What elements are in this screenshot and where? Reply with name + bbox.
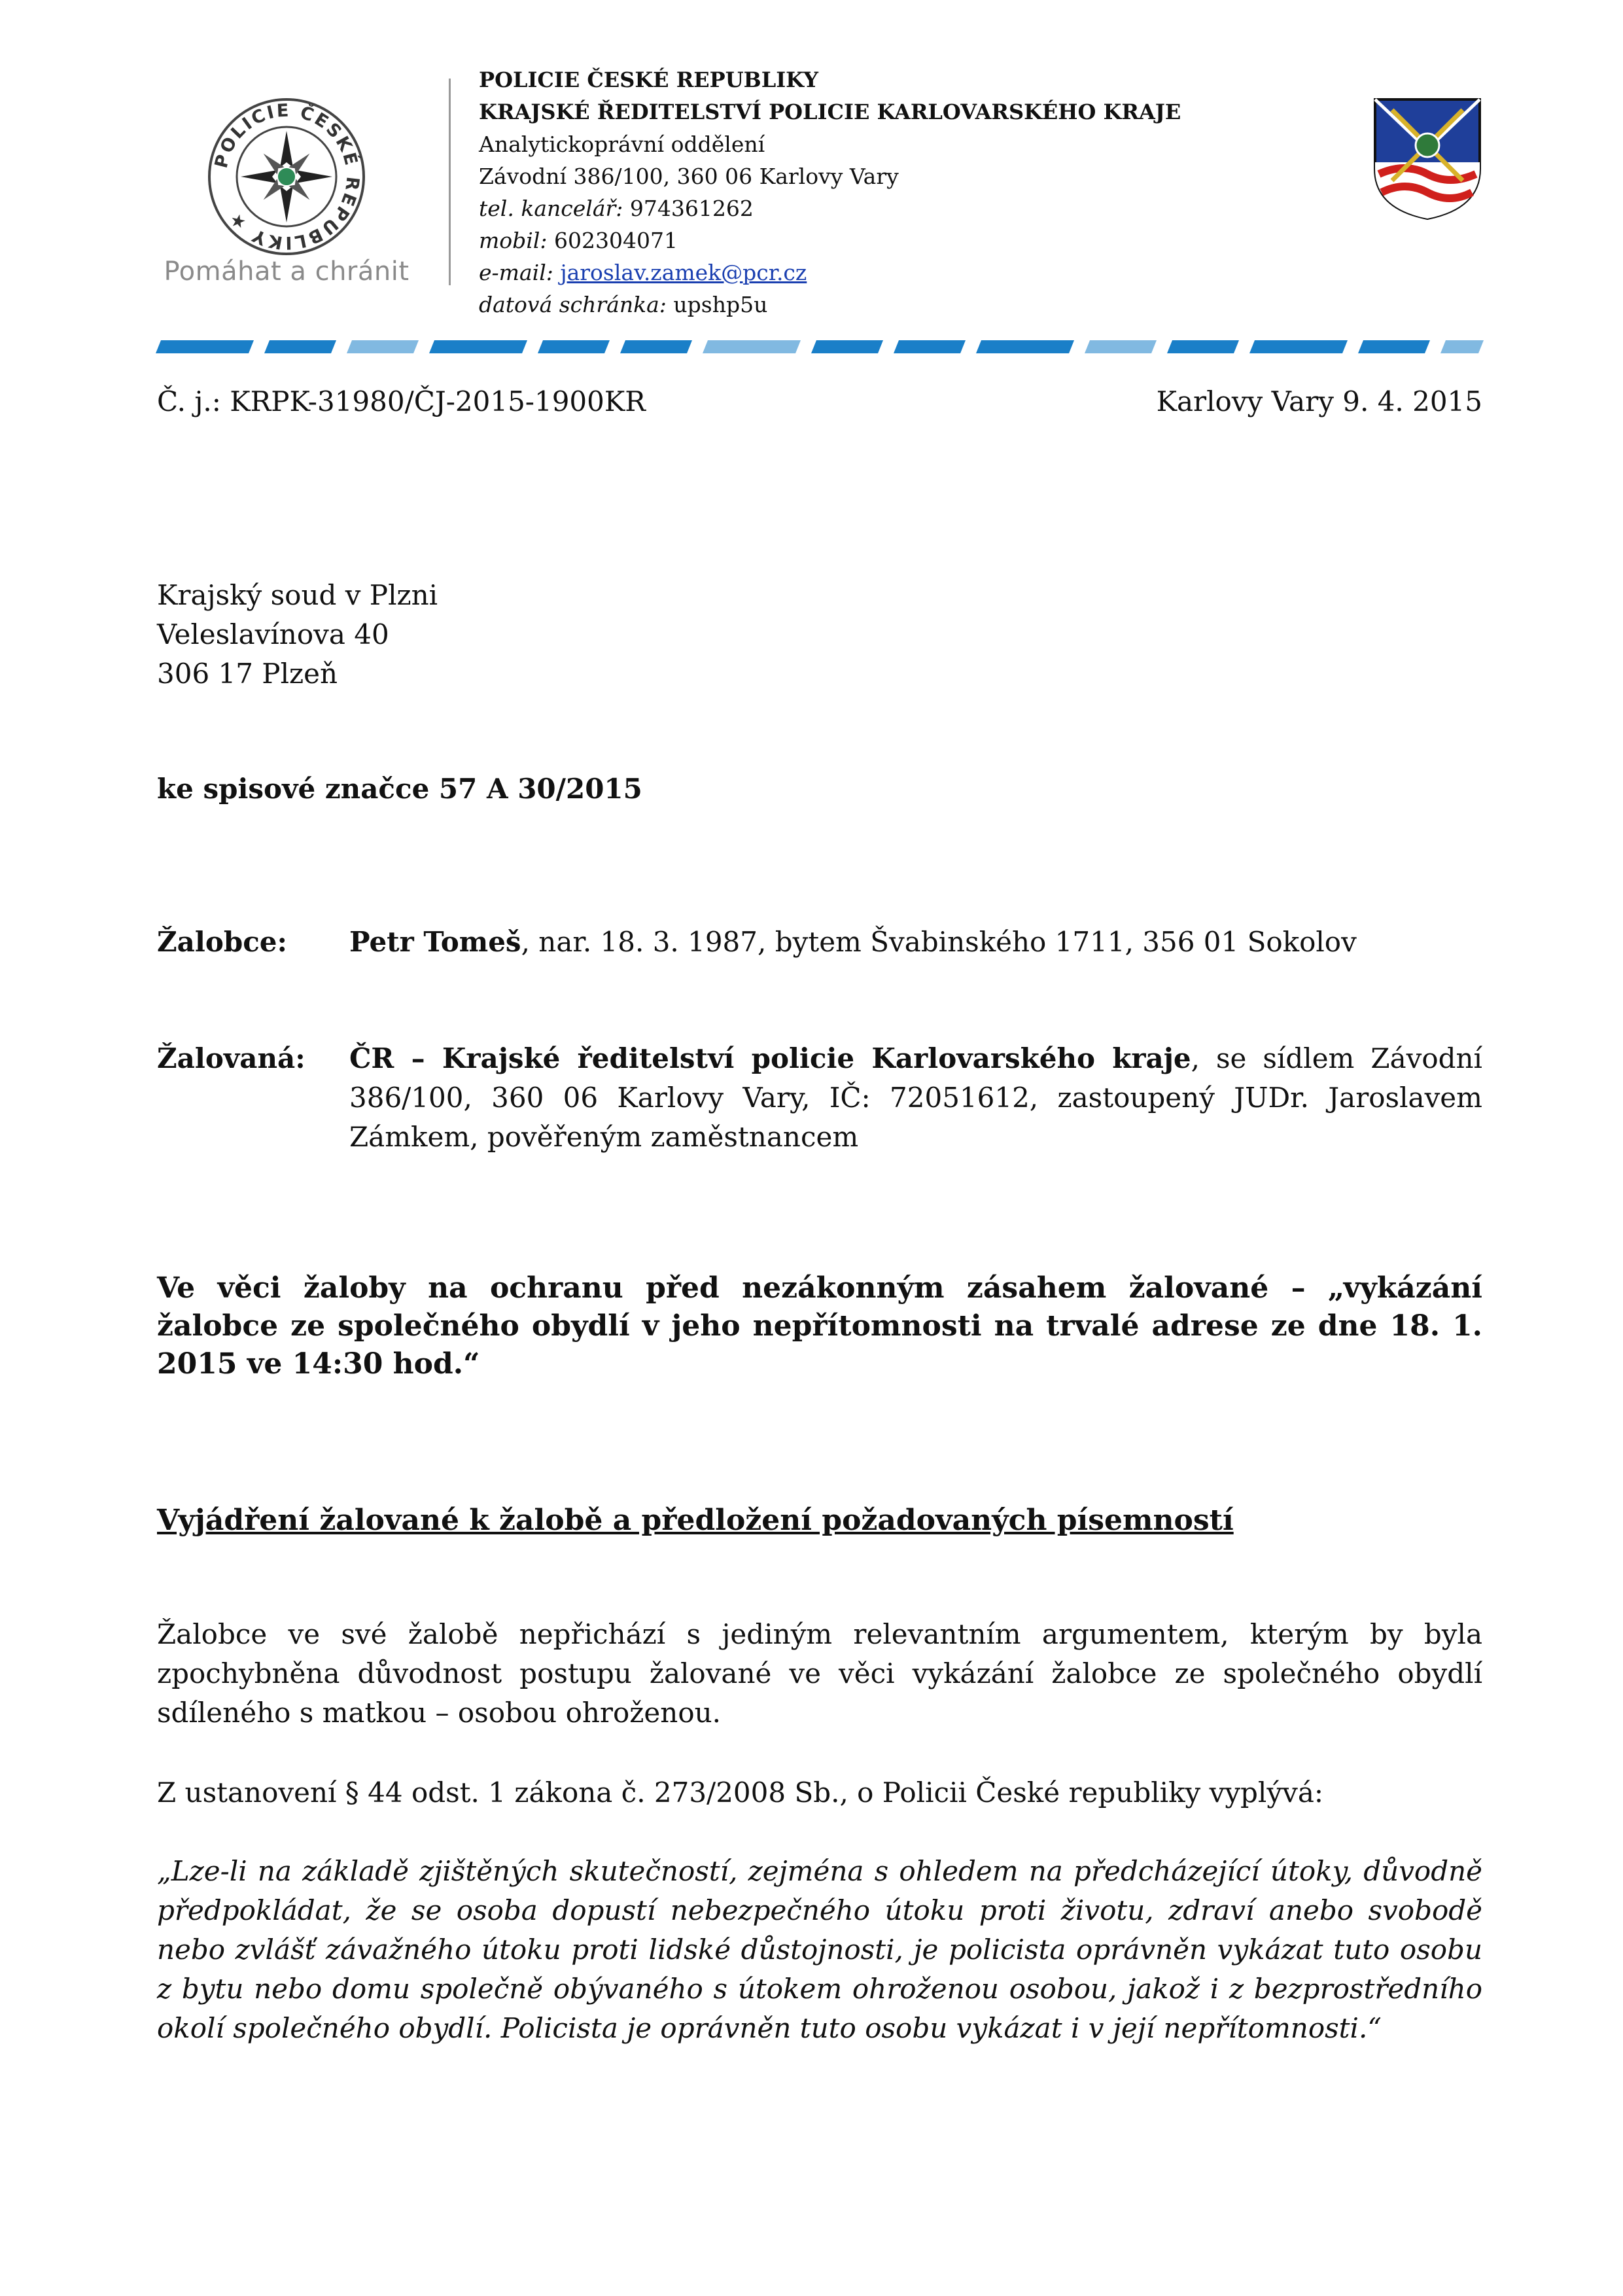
- stripe-segment: [347, 340, 419, 353]
- case-reference: ke spisové značce 57 A 30/2015: [157, 773, 642, 805]
- stripe-segment: [620, 340, 692, 353]
- stripe-segment: [1085, 340, 1157, 353]
- section-heading: Vyjádření žalované k žalobě a předložení požadovaných písemností: [157, 1504, 1234, 1537]
- document-date: Karlovy Vary 9. 4. 2015: [1156, 385, 1482, 417]
- addressee-city: 306 17 Plzeň: [157, 658, 338, 690]
- stripe-segment: [156, 340, 254, 353]
- org-subname: KRAJSKÉ ŘEDITELSTVÍ POLICIE KARLOVARSKÉHO KRAJE: [479, 99, 1181, 124]
- mobile-line: [479, 224, 1329, 256]
- mobile-label: mobil:: [479, 228, 548, 253]
- body-paragraph-1: Žalobce ve své žalobě nepřichází s jediným relevantním argumentem, kterým by byla zpochybněna důvodnost postupu žalované ve věci vykázání žalobce ze společného obydlí sdíleného s matkou – osobou ohroženou.: [157, 1618, 1482, 1729]
- defendant-label: Žalovaná:: [157, 1042, 305, 1074]
- stripe-segment: [811, 340, 883, 353]
- databox-line: [479, 289, 1329, 321]
- email-line: [479, 256, 1329, 289]
- email-label: e-mail:: [479, 260, 553, 285]
- defendant-info: , se sídlem Závodní 386/100, 360 06 Karlovy Vary, IČ: 72051612, zastoupený JUDr. Jaroslavem Zámkem, pověřeným zaměstnancem: [349, 1042, 1482, 1153]
- stripe-segment: [1167, 340, 1239, 353]
- reference-number: Č. j.: KRPK-31980/ČJ-2015-1900KR: [157, 385, 646, 417]
- plaintiff-details: [349, 923, 1357, 962]
- motto-text: Pomáhat a chránit: [164, 256, 410, 287]
- header-stripe: [156, 340, 1484, 353]
- header-contact-block: [479, 64, 1329, 321]
- phone-label: tel. kancelář:: [479, 196, 623, 221]
- stripe-segment: [264, 340, 336, 353]
- defendant-name: ČR – Krajské ředitelství policie Karlovarského kraje: [349, 1042, 1191, 1074]
- police-logo-block: [156, 72, 417, 294]
- plaintiff-label: Žalobce:: [157, 926, 288, 958]
- stripe-segment: [538, 340, 610, 353]
- coat-of-arms-icon: [1372, 97, 1482, 221]
- plaintiff-name: Petr Tomeš: [349, 926, 521, 958]
- police-seal-icon: [156, 98, 417, 255]
- header-divider: [449, 79, 451, 285]
- addressee-street: Veleslavínova 40: [157, 618, 389, 650]
- law-quote: „Lze-li na základě zjištěných skutečností, zejména s ohledem na předcházející útoky, důvodně předpokládat, že se osoba dopustí nebezpečného útoku proti životu, zdraví anebo svobodě nebo zvlášť závažného útoku proti lidské důstojnosti, je policista oprávněn vykázat tuto osobu z bytu nebo domu společně obývaného s útokem ohroženou osobou, jakož i z bezprostředního okolí společného obydlí. Policista je oprávněn tuto osobu vykázat i v její nepřítomnosti.“: [157, 1855, 1482, 2044]
- stripe-segment: [1249, 340, 1348, 353]
- defendant-details: [349, 1039, 1482, 1157]
- phone-value: 974361262: [629, 196, 754, 221]
- databox-label: datová schránka:: [479, 292, 667, 317]
- stripe-segment: [703, 340, 801, 353]
- stripe-segment: [1358, 340, 1430, 353]
- stripe-segment: [894, 340, 966, 353]
- plaintiff-info: , nar. 18. 3. 1987, bytem Švabinského 1711, 356 01 Sokolov: [521, 926, 1357, 958]
- stripe-segment: [1440, 340, 1484, 353]
- subject-line: Ve věci žaloby na ochranu před nezákonným zásahem žalované – „vykázání žalobce ze společného obydlí v jeho nepřítomnosti na trvalé adrese ze dne 18. 1. 2015 ve 14:30 hod.“: [157, 1271, 1482, 1381]
- org-address: Závodní 386/100, 360 06 Karlovy Vary: [479, 164, 899, 189]
- org-name: POLICIE ČESKÉ REPUBLIKY: [479, 67, 818, 92]
- phone-line: [479, 192, 1329, 224]
- databox-value: upshp5u: [673, 292, 768, 317]
- body-paragraph-2: Z ustanovení § 44 odst. 1 zákona č. 273/2008 Sb., o Policii České republiky vyplývá:: [157, 1776, 1324, 1809]
- addressee-block: [157, 576, 438, 694]
- department: Analytickoprávní oddělení: [479, 132, 765, 157]
- stripe-segment: [976, 340, 1074, 353]
- email-link[interactable]: jaroslav.zamek@pcr.cz: [560, 260, 807, 285]
- addressee-name: Krajský soud v Plzni: [157, 579, 438, 611]
- mobile-value: 602304071: [554, 228, 678, 253]
- stripe-segment: [429, 340, 527, 353]
- seal-lettering: POLICIE ČESKÉ REPUBLIKY ★: [211, 100, 363, 253]
